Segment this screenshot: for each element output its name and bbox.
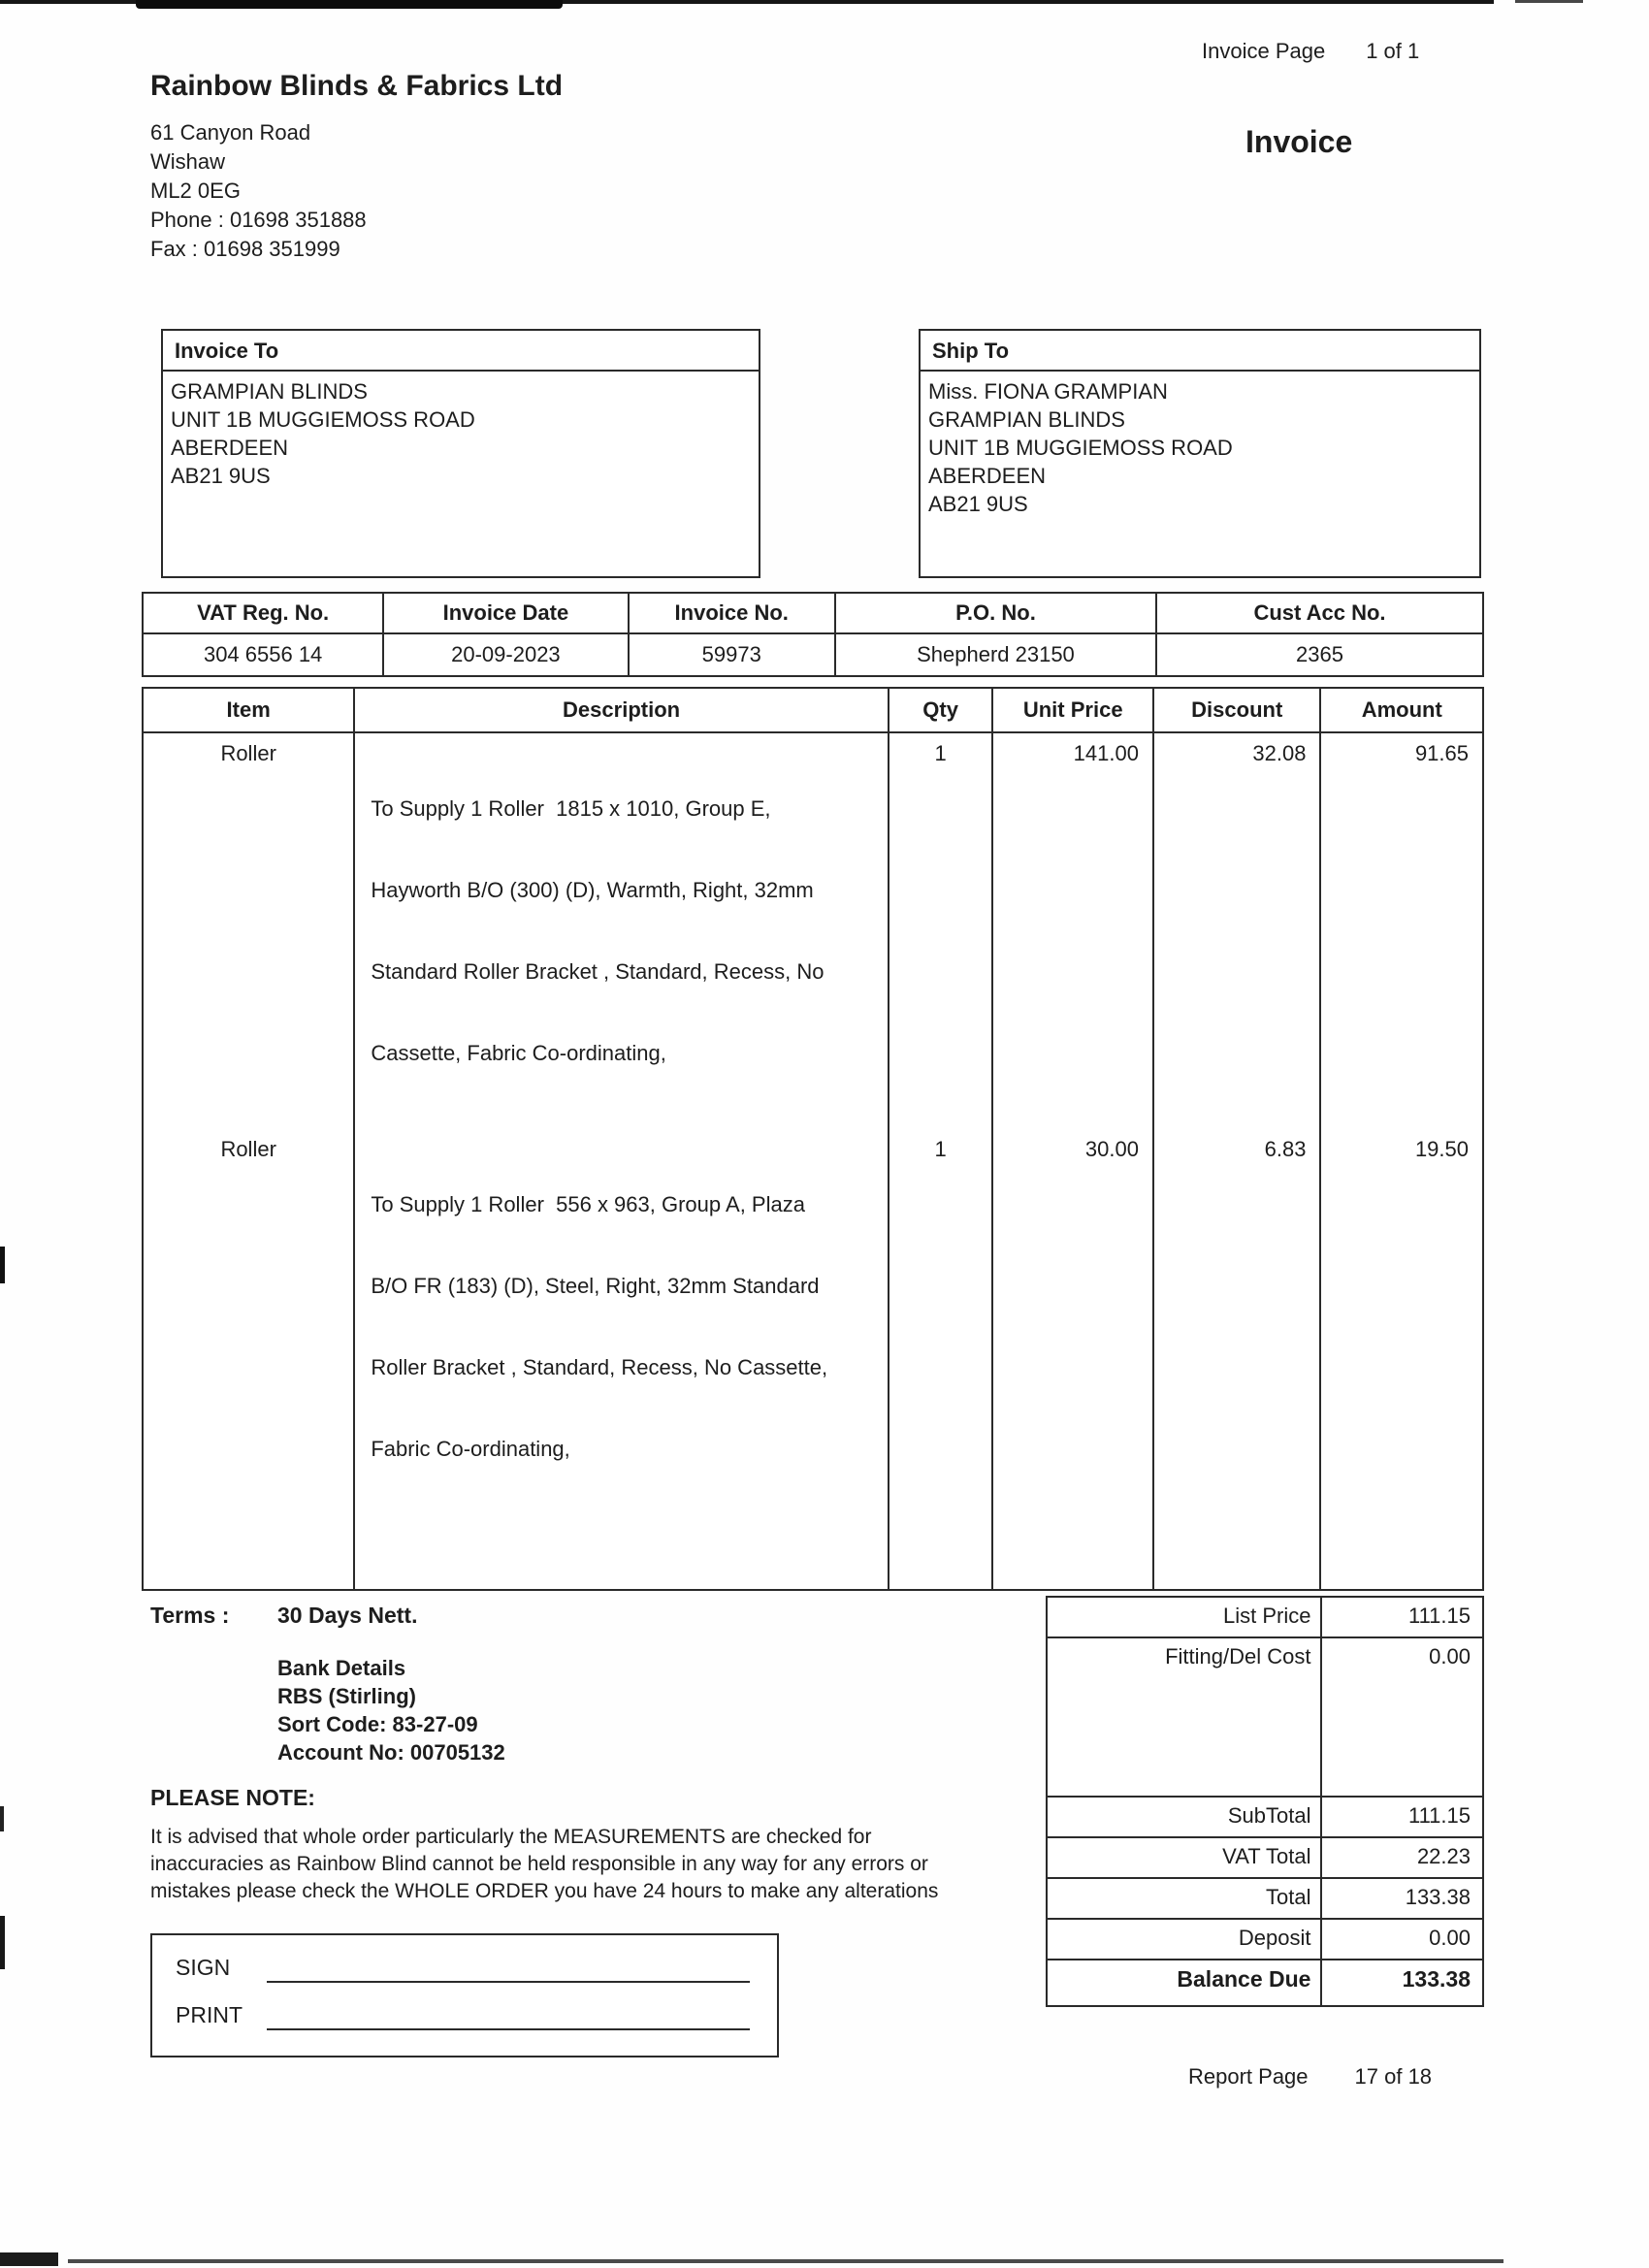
company-fax: Fax : 01698 351999 <box>150 237 340 261</box>
ship-to-line: GRAMPIAN BLINDS <box>928 407 1125 432</box>
item-description-line: Cassette, Fabric Co-ordinating, <box>371 1041 666 1065</box>
terms-row <box>150 1603 417 1629</box>
company-name: Rainbow Blinds & Fabrics Ltd <box>150 70 564 102</box>
sign-line[interactable] <box>267 1958 750 1983</box>
item-description-line: Standard Roller Bracket , Standard, Recess, No <box>371 959 824 984</box>
info-value-vat-reg-no: 304 6556 14 <box>144 634 384 675</box>
ship-to-line: Miss. FIONA GRAMPIAN <box>928 379 1168 404</box>
items-header-amount: Amount <box>1321 689 1482 733</box>
total-value-balance-due: 133.38 <box>1402 1966 1471 1992</box>
ship-to-line: ABERDEEN <box>928 464 1047 488</box>
scan-artifact <box>0 1806 4 1831</box>
bank-sort-code: Sort Code: 83-27-09 <box>277 1712 478 1736</box>
totals-box <box>1046 1596 1484 2007</box>
total-label-subtotal: SubTotal <box>1048 1798 1322 1838</box>
items-header-qty: Qty <box>889 689 994 733</box>
items-header-item: Item <box>144 689 355 733</box>
item-amount: 19.50 <box>1414 1137 1469 1161</box>
total-label-fitting-del-cost: Fitting/Del Cost <box>1048 1638 1322 1798</box>
total-value-deposit: 0.00 <box>1322 1920 1482 1960</box>
report-page-value: 17 of 18 <box>1354 2064 1433 2089</box>
item-description-line: To Supply 1 Roller 556 x 963, Group A, Plaza <box>371 1192 805 1216</box>
item-qty: 1 <box>889 1121 994 1589</box>
item-discount: 32.08 <box>1154 733 1322 1121</box>
bank-details <box>277 1654 505 1766</box>
info-value-invoice-no: 59973 <box>630 634 836 675</box>
invoice-to-line: GRAMPIAN BLINDS <box>171 379 368 404</box>
total-value-subtotal: 111.15 <box>1322 1798 1482 1838</box>
print-label: PRINT <box>176 2002 242 2027</box>
total-value-list-price: 111.15 <box>1322 1598 1482 1638</box>
info-header-invoice-no: Invoice No. <box>630 594 836 634</box>
print-line[interactable] <box>267 2005 750 2030</box>
sign-row <box>176 1955 750 1983</box>
please-note-text <box>150 1824 1004 1905</box>
report-page-indicator <box>1188 2064 1432 2090</box>
company-address-line: Wishaw <box>150 149 226 174</box>
please-note-line: inaccuracies as Rainbow Blind cannot be held responsible in any way for any errors or <box>150 1853 928 1875</box>
item-description-line: B/O FR (183) (D), Steel, Right, 32mm Standard <box>371 1274 820 1298</box>
sign-label: SIGN <box>176 1955 231 1980</box>
item-qty: 1 <box>889 733 994 1121</box>
invoice-info-table <box>142 592 1484 677</box>
ship-to-address <box>921 372 1479 524</box>
invoice-to-label: Invoice To <box>163 331 759 372</box>
ship-to-line: UNIT 1B MUGGIEMOSS ROAD <box>928 436 1233 460</box>
item-name: Roller <box>144 1121 355 1589</box>
item-description <box>355 1121 889 1589</box>
scan-artifact <box>68 2259 1504 2263</box>
items-header-unit-price: Unit Price <box>993 689 1154 733</box>
please-note-line: mistakes please check the WHOLE ORDER you have 24 hours to make any alterations <box>150 1880 939 1902</box>
item-description <box>355 733 889 1121</box>
item-unit-price: 141.00 <box>993 733 1154 1121</box>
scan-artifact <box>136 0 563 9</box>
item-description-line: Hayworth B/O (300) (D), Warmth, Right, 32mm <box>371 878 814 902</box>
item-description-line: Fabric Co-ordinating, <box>371 1437 570 1461</box>
scan-artifact <box>0 2252 58 2266</box>
company-phone: Phone : 01698 351888 <box>150 208 367 232</box>
bank-details-heading: Bank Details <box>277 1656 406 1680</box>
total-value-total: 133.38 <box>1322 1879 1482 1920</box>
total-value-fitting-del-cost: 0.00 <box>1322 1638 1482 1798</box>
total-value-vat-total: 22.23 <box>1322 1838 1482 1879</box>
signature-box <box>150 1933 779 2057</box>
total-label-deposit: Deposit <box>1048 1920 1322 1960</box>
invoice-to-line: AB21 9US <box>171 464 271 488</box>
item-discount: 6.83 <box>1154 1121 1322 1589</box>
ship-to-box <box>919 329 1481 578</box>
item-description-line: To Supply 1 Roller 1815 x 1010, Group E, <box>371 796 771 821</box>
info-header-cust-acc-no: Cust Acc No. <box>1157 594 1482 634</box>
item-name: Roller <box>144 733 355 1121</box>
print-row <box>176 2002 750 2030</box>
invoice-to-line: ABERDEEN <box>171 436 289 460</box>
line-items-table <box>142 687 1484 1591</box>
item-description-line: Roller Bracket , Standard, Recess, No Cassette, <box>371 1355 828 1379</box>
items-header-description: Description <box>355 689 889 733</box>
scan-artifact <box>0 1916 5 1969</box>
info-value-invoice-date: 20-09-2023 <box>384 634 629 675</box>
bank-account-no: Account No: 00705132 <box>277 1740 505 1765</box>
invoice-page-value: 1 of 1 <box>1366 39 1420 63</box>
total-label-total: Total <box>1048 1879 1322 1920</box>
info-header-po-no: P.O. No. <box>836 594 1157 634</box>
company-address-line: ML2 0EG <box>150 178 241 203</box>
report-page-label: Report Page <box>1188 2064 1309 2089</box>
ship-to-line: AB21 9US <box>928 492 1028 516</box>
company-address-line: 61 Canyon Road <box>150 120 311 145</box>
info-value-cust-acc-no: 2365 <box>1296 642 1343 666</box>
document-title: Invoice <box>1245 124 1353 159</box>
invoice-to-line: UNIT 1B MUGGIEMOSS ROAD <box>171 407 475 432</box>
invoice-to-address <box>163 372 759 496</box>
invoice-to-box <box>161 329 760 578</box>
info-header-vat-reg-no: VAT Reg. No. <box>144 594 384 634</box>
item-amount: 91.65 <box>1414 741 1469 765</box>
bank-name: RBS (Stirling) <box>277 1684 416 1708</box>
invoice-page-label: Invoice Page <box>1202 39 1326 63</box>
terms-label: Terms : <box>150 1603 230 1628</box>
please-note-label: PLEASE NOTE: <box>150 1785 315 1810</box>
scan-artifact <box>0 1247 5 1283</box>
info-value-po-no: Shepherd 23150 <box>836 634 1157 675</box>
item-unit-price: 30.00 <box>993 1121 1154 1589</box>
company-address <box>150 118 367 264</box>
please-note-line: It is advised that whole order particularly the MEASUREMENTS are checked for <box>150 1826 872 1848</box>
total-label-balance-due: Balance Due <box>1048 1960 1322 2005</box>
ship-to-label: Ship To <box>921 331 1479 372</box>
terms-value: 30 Days Nett. <box>277 1603 418 1628</box>
scan-artifact <box>1515 0 1583 3</box>
total-label-list-price: List Price <box>1048 1598 1322 1638</box>
info-header-invoice-date: Invoice Date <box>384 594 629 634</box>
invoice-page-indicator <box>1202 39 1419 64</box>
items-header-discount: Discount <box>1154 689 1322 733</box>
scan-artifact <box>0 0 1494 4</box>
total-label-vat-total: VAT Total <box>1048 1838 1322 1879</box>
